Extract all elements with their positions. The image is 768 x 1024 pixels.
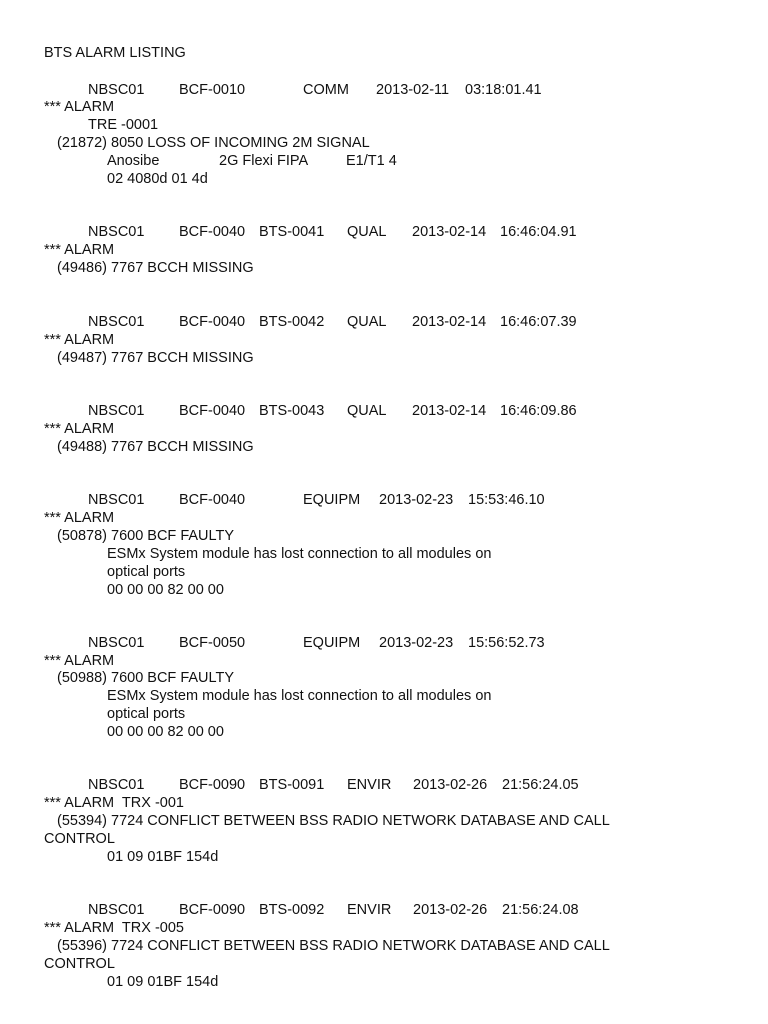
alarm-description: (50878) 7600 BCF FAULTY — [57, 528, 235, 544]
bcf-id: BCF-0040 — [179, 492, 246, 508]
bsc-id: NBSC01 — [88, 82, 145, 98]
alarm-time: 15:56:52.73 — [468, 635, 545, 651]
alarm-description-cont: CONTROL — [44, 831, 115, 847]
bcf-id: BCF-0040 — [179, 314, 246, 330]
bcf-id: BCF-0090 — [179, 777, 246, 793]
alarm-description: (49486) 7767 BCCH MISSING — [57, 260, 254, 276]
alarm-marker: *** ALARM — [44, 653, 115, 669]
alarm-date: 2013-02-26 — [413, 777, 488, 793]
alarm-description-cont: CONTROL — [44, 956, 115, 972]
alarm-date: 2013-02-14 — [412, 314, 487, 330]
bts-id: BTS-0043 — [259, 403, 325, 419]
alarm-description: (21872) 8050 LOSS OF INCOMING 2M SIGNAL — [57, 135, 370, 151]
bsc-id: NBSC01 — [88, 635, 145, 651]
alarm-marker: *** ALARM — [44, 510, 115, 526]
alarm-description: (55396) 7724 CONFLICT BETWEEN BSS RADIO NETWORK DATABASE AND CALL — [57, 938, 610, 954]
alarm-code: 00 00 00 82 00 00 — [107, 582, 224, 598]
alarm-date: 2013-02-26 — [413, 902, 488, 918]
bsc-id: NBSC01 — [88, 902, 145, 918]
bcf-id: BCF-0040 — [179, 224, 246, 240]
alarm-type: QUAL — [347, 403, 387, 419]
alarm-code: 00 00 00 82 00 00 — [107, 724, 224, 740]
bsc-id: NBSC01 — [88, 224, 145, 240]
alarm-date: 2013-02-23 — [379, 635, 454, 651]
alarm-description: (49488) 7767 BCCH MISSING — [57, 439, 254, 455]
alarm-code: 01 09 01BF 154d — [107, 974, 219, 990]
alarm-date: 2013-02-23 — [379, 492, 454, 508]
bsc-id: NBSC01 — [88, 314, 145, 330]
bsc-id: NBSC01 — [88, 403, 145, 419]
alarm-marker: *** ALARM — [44, 332, 115, 348]
alarm-time: 16:46:04.91 — [500, 224, 577, 240]
alarm-description: (55394) 7724 CONFLICT BETWEEN BSS RADIO NETWORK DATABASE AND CALL — [57, 813, 610, 829]
alarm-description: (50988) 7600 BCF FAULTY — [57, 670, 235, 686]
alarm-time: 16:46:09.86 — [500, 403, 577, 419]
alarm-type: QUAL — [347, 224, 387, 240]
alarm-description: (49487) 7767 BCCH MISSING — [57, 350, 254, 366]
alarm-date: 2013-02-11 — [376, 82, 450, 98]
alarm-type: ENVIR — [347, 777, 392, 793]
alarm-detail: optical ports — [107, 706, 186, 722]
alarm-date: 2013-02-14 — [412, 224, 487, 240]
alarm-type: QUAL — [347, 314, 387, 330]
alarm-time: 15:53:46.10 — [468, 492, 545, 508]
alarm-date: 2013-02-14 — [412, 403, 487, 419]
alarm-type: COMM — [303, 82, 349, 98]
alarm-marker: *** ALARM — [44, 421, 115, 437]
alarm-code: 01 09 01BF 154d — [107, 849, 219, 865]
alarm-time: 03:18:01.41 — [465, 82, 542, 98]
alarm-detail: ESMx System module has lost connection to all modules on — [107, 546, 492, 562]
alarm-detail: optical ports — [107, 564, 186, 580]
bts-id: BTS-0041 — [259, 224, 325, 240]
alarm-marker: *** ALARM TRX -005 — [44, 920, 184, 936]
bcf-id: BCF-0010 — [179, 82, 246, 98]
page-title: BTS ALARM LISTING — [44, 45, 186, 61]
alarm-type: EQUIPM — [303, 635, 361, 651]
bsc-id: NBSC01 — [88, 492, 145, 508]
bcf-id: BCF-0050 — [179, 635, 246, 651]
bts-id: BTS-0042 — [259, 314, 325, 330]
detail-site: Anosibe — [107, 153, 160, 169]
bts-id: BTS-0091 — [259, 777, 325, 793]
bts-id: BTS-0092 — [259, 902, 325, 918]
alarm-marker: *** ALARM TRX -001 — [44, 795, 184, 811]
detail-port: E1/T1 4 — [346, 153, 397, 169]
alarm-marker: *** ALARM — [44, 242, 115, 258]
alarm-type: ENVIR — [347, 902, 392, 918]
bsc-id: NBSC01 — [88, 777, 145, 793]
detail-module: 2G Flexi FIPA — [219, 153, 309, 169]
alarm-time: 21:56:24.05 — [502, 777, 579, 793]
bcf-id: BCF-0090 — [179, 902, 246, 918]
alarm-detail: ESMx System module has lost connection to all modules on — [107, 688, 492, 704]
alarm-time: 16:46:07.39 — [500, 314, 577, 330]
bcf-id: BCF-0040 — [179, 403, 246, 419]
alarm-type: EQUIPM — [303, 492, 361, 508]
alarm-code: 02 4080d 01 4d — [107, 171, 208, 187]
alarm-marker: *** ALARM — [44, 99, 115, 115]
alarm-extra: TRE -0001 — [88, 117, 159, 133]
alarm-time: 21:56:24.08 — [502, 902, 579, 918]
